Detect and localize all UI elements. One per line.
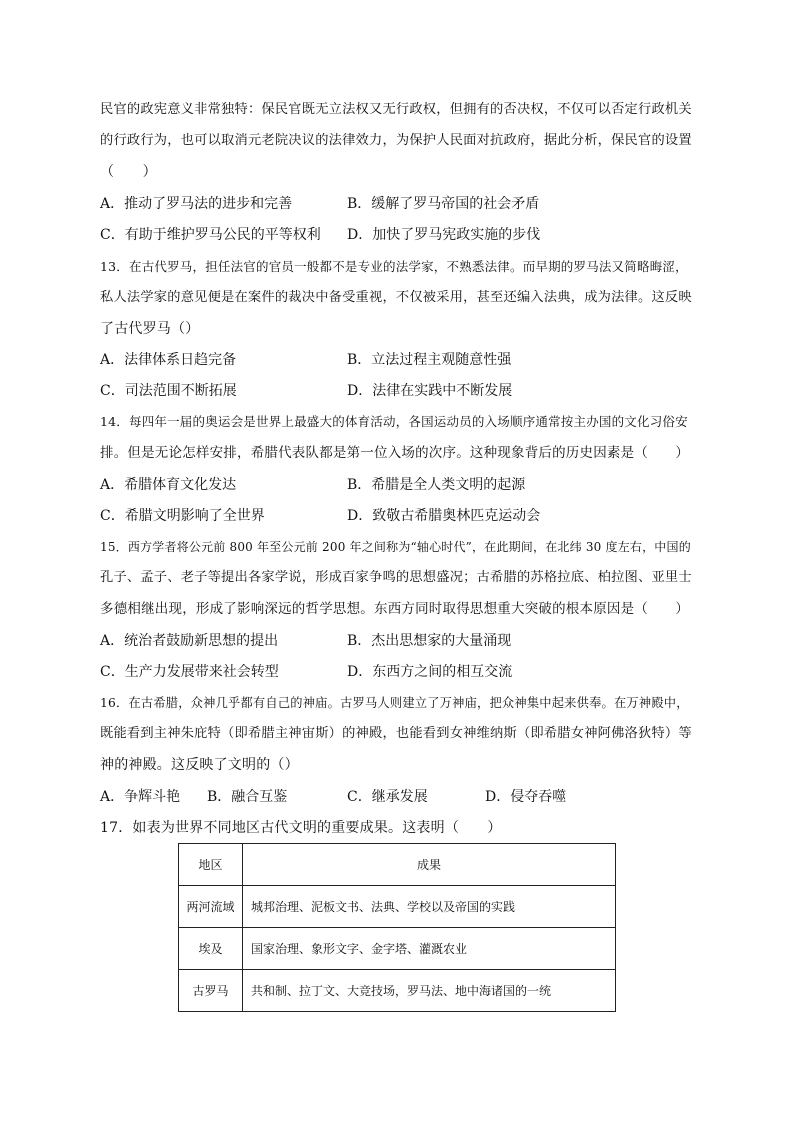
q14-line-2: 排。但是无论怎样安排，希腊代表队都是第一位入场的次序。这种现象背后的历史因素是（ ） (100, 445, 690, 461)
table-row (179, 970, 616, 1012)
q16-option-c[interactable]: C．继承发展 (347, 789, 428, 805)
q12-option-c[interactable]: C．有助于维护罗马公民的平等权利 (100, 227, 321, 243)
q14-option-d[interactable]: D．致敬古希腊奥林匹克运动会 (347, 508, 541, 524)
q13-line-1: 13．在古代罗马，担任法官的官员一般都不是专业的法学家，不熟悉法律。而早期的罗马法又简略晦涩， (100, 259, 688, 274)
civilization-table (178, 843, 616, 1012)
q12-option-d[interactable]: D．加快了罗马宪政实施的步伐 (347, 227, 541, 243)
q15-line-1: 15．西方学者将公元前 800 年至公元前 200 年之间称为“轴心时代”，在此期间，在北纬 30 度左右，中国的 (100, 540, 691, 554)
table-header-achievement: 成果 (243, 844, 616, 886)
q14-option-b[interactable]: B．希腊是全人类文明的起源 (347, 477, 526, 493)
table-header-region: 地区 (179, 844, 243, 886)
table-header-row (179, 844, 616, 886)
table-row (179, 928, 616, 970)
q12-line-1: 民官的政宪意义非常独特：保民官既无立法权又无行政权，但拥有的否决权，不仅可以否定行政机关 (100, 102, 692, 117)
q13-line-2: 私人法学家的意见便是在案件的裁决中备受重视，不仅被采用，甚至还编入法典，成为法律。这反映 (100, 290, 692, 305)
q17-line-1: 17．如表为世界不同地区古代文明的重要成果。这表明（ ） (100, 820, 502, 836)
q13-option-c[interactable]: C．司法范围不断拓展 (100, 383, 237, 399)
table-cell-region: 古罗马 (179, 970, 243, 1012)
table-cell-achievement: 共和制、拉丁文、大竞技场，罗马法、地中海诸国的一统 (243, 970, 616, 1012)
table-cell-region: 两河流域 (179, 886, 243, 928)
table-row (179, 886, 616, 928)
q16-line-2: 既能看到主神朱庇特（即希腊主神宙斯）的神殿，也能看到女神维纳斯（即希腊女神阿佛洛狄特）等 (100, 726, 692, 741)
q16-option-a[interactable]: A．争辉斗艳 (100, 789, 181, 805)
q16-option-d[interactable]: D．侵夺吞噬 (485, 789, 567, 805)
table-cell-region: 埃及 (179, 928, 243, 970)
q12-line-3: （ ） (100, 164, 157, 180)
q13-line-3: 了古代罗马（） (100, 321, 200, 337)
q13-option-a[interactable]: A．法律体系日趋完备 (100, 352, 237, 368)
table-cell-achievement: 国家治理、象形文字、金字塔、灌溉农业 (243, 928, 616, 970)
q16-line-3: 神的神殿。这反映了文明的（） (100, 757, 299, 773)
table-cell-achievement: 城邦治理、泥板文书、法典、学校以及帝国的实践 (243, 886, 616, 928)
q13-option-b[interactable]: B．立法过程主观随意性强 (347, 352, 512, 368)
q14-option-a[interactable]: A．希腊体育文化发达 (100, 477, 237, 493)
q14-option-c[interactable]: C．希腊文明影响了全世界 (100, 508, 265, 524)
q13-option-d[interactable]: D．法律在实践中不断发展 (347, 383, 513, 399)
q15-option-a[interactable]: A．统治者鼓励新思想的提出 (100, 633, 279, 649)
q15-option-b[interactable]: B．杰出思想家的大量涌现 (347, 633, 512, 649)
q14-line-1: 14．每四年一届的奥运会是世界上最盛大的体育活动，各国运动员的入场顺序通常按主办国的文化习俗安 (100, 414, 688, 429)
q12-option-b[interactable]: B．缓解了罗马帝国的社会矛盾 (347, 196, 540, 212)
q15-line-3: 多德相继出现，形成了影响深远的哲学思想。东西方同时取得思想重大突破的根本原因是（ ） (100, 601, 690, 617)
q12-line-2: 的行政行为，也可以取消元老院决议的法律效力，为保护人民面对抗政府，据此分析，保民官的设置 (100, 133, 692, 148)
q15-option-c[interactable]: C．生产力发展带来社会转型 (100, 664, 279, 680)
q12-option-a[interactable]: A．推动了罗马法的进步和完善 (100, 196, 293, 212)
q15-line-2: 孔子、孟子、老子等提出各家学说，形成百家争鸣的思想盛况；古希腊的苏格拉底、柏拉图、亚里士 (100, 570, 692, 585)
q16-option-b[interactable]: B．融合互鉴 (207, 789, 288, 805)
q16-line-1: 16．在古希腊，众神几乎都有自己的神庙。古罗马人则建立了万神庙，把众神集中起来供奉。在万神殿中， (100, 696, 689, 710)
q15-option-d[interactable]: D．东西方之间的相互交流 (347, 664, 513, 680)
